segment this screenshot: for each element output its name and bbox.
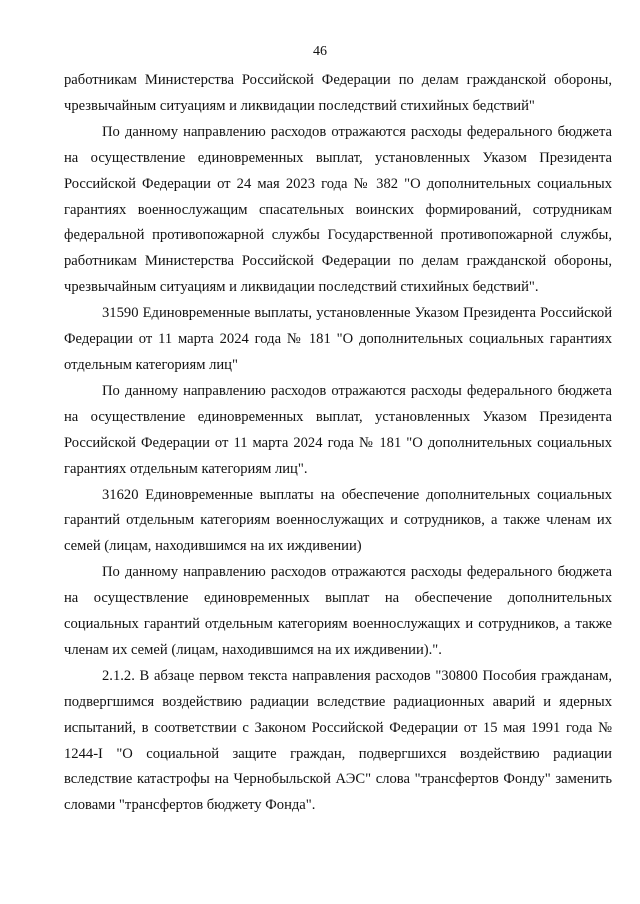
- page-number: 46: [313, 44, 327, 59]
- paragraph-description-181: По данному направлению расходов отражаются расходы федерального бюджета на осуществление единовременных выплат, установленных Указом Президента Российской Федерации от 11 марта 2024 года № 181 "О дополнительных социальных гарантиях отдельным категориям лиц".: [64, 382, 612, 477]
- paragraph-code-31620: 31620 Единовременные выплаты на обеспечение дополнительных социальных гарантий отдельным категориям военнослужащих и сотрудников, а также членам их семей (лицам, находившимся на их иждивении): [64, 486, 612, 555]
- paragraph-amendment-2-1-2: 2.1.2. В абзаце первом текста направления расходов "30800 Пособия гражданам, подвергшимся воздействию радиации вследствие радиационных аварий и ядерных испытаний, в соответствии с Законом Российской Федерации от 15 мая 1991 года № 1244-I "О социальной защите граждан, подвергшихся воздействию радиации вследствие катастрофы на Чернобыльской АЭС" слова "трансфертов Фонду" заменить словами "трансфертов бюджету Фонда".: [64, 667, 612, 814]
- paragraph-continuation: работникам Министерства Российской Федерации по делам гражданской обороны, чрезвычайным ситуациям и ликвидации последствий стихийных бедствий": [64, 72, 612, 114]
- paragraph-description-31620: По данному направлению расходов отражаются расходы федерального бюджета на осуществление единовременных выплат на обеспечение дополнительных социальных гарантий отдельным категориям военнослужащих и сотрудников, а также членам их семей (лицам, находившимся на их иждивении).".: [64, 564, 612, 658]
- document-body: [64, 68, 612, 819]
- paragraph-code-31590: 31590 Единовременные выплаты, установленные Указом Президента Российской Федерации от 11 марта 2024 года № 181 "О дополнительных социальных гарантиях отдельным категориям лиц": [64, 305, 612, 373]
- paragraph-description-382: По данному направлению расходов отражаются расходы федерального бюджета на осуществление единовременных выплат, установленных Указом Президента Российской Федерации от 24 мая 2023 года № 382 "О дополнительных социальных гарантиях военнослужащим спасательных воинских формирований, сотрудникам федеральной противопожарной службы Государственной противопожарной службы, работникам Министерства Российской Федерации по делам гражданской обороны, чрезвычайным ситуациям и ликвидации последствий стихийных бедствий".: [64, 123, 612, 296]
